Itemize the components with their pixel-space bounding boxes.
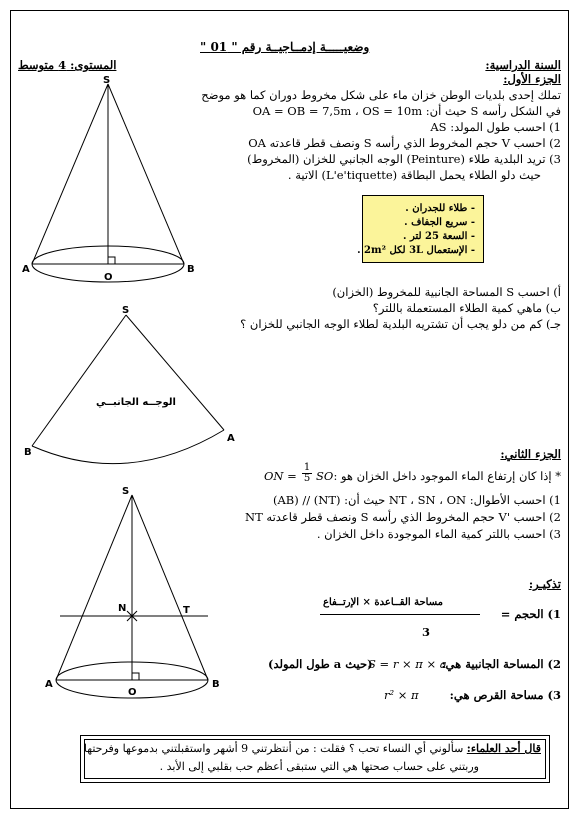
- part2-question1: 1) احسب الأطوال: NT ، SN ، ON حيث أن: (NT) // (AB): [272, 493, 561, 507]
- sector-edge-left: [32, 315, 126, 446]
- lateral-area-label: 2) المساحة الجانبية هي:: [441, 657, 561, 671]
- part1-heading: الجزء الأول:: [503, 72, 561, 86]
- lateral-area-note: (حيث a طول المولد): [268, 657, 373, 671]
- part1-sub-b: ب) ماهي كمية الطلاء المستعملة باللتر؟: [372, 301, 561, 315]
- page-title: وضعيـــــة إدمــاجيــة رقم " 01 ": [200, 40, 370, 54]
- cone1-right-angle: [108, 257, 115, 264]
- school-year-label: السنة الدراسية:: [485, 58, 561, 72]
- lateral-face-figure: [32, 315, 224, 464]
- cone-figure-2: [56, 495, 208, 698]
- part1-sub-c: جـ) كم من دلو يجب أن تشتريه البلدية لطلاء الوجه الجانبي للخزان ؟: [240, 317, 561, 331]
- cone-figure-1: [32, 84, 184, 282]
- part1-question1: 1) احسب طول المولد: AS: [430, 120, 561, 134]
- part2-question3: 3) احسب باللتر كمية الماء الموجودة داخل الخزان .: [316, 527, 561, 541]
- quote-text1: سألوني أي النساء تحب ؟ فقلت : من أنتظرتني 9 أشهر واستقبلتني بدموعها وفرحتها: [83, 742, 464, 755]
- height-formula-lhs: ON =: [264, 469, 297, 483]
- volume-formula-label: 1) الحجم =: [500, 607, 561, 621]
- part2-heading: الجزء الثاني:: [500, 447, 561, 461]
- part1-intro-line1: تملك إحدى بلديات الوطن خزان ماء على شكل مخروط دوران كما هو موضح: [201, 88, 561, 102]
- volume-formula-numerator: مساحة القــاعدة × الإرتــفاع: [323, 597, 443, 608]
- cone2-generatrix-right: [132, 495, 208, 680]
- lateral-face-label: الوجــه الجانبــي: [96, 397, 176, 408]
- paint-label-line: - سريع الجفاف .: [404, 217, 475, 228]
- volume-formula-denominator: 3: [422, 625, 431, 639]
- cone2-right-angle: [132, 673, 139, 680]
- disk-area-label: 3) مساحة القرص هي:: [449, 688, 561, 702]
- reminder-heading: تذكيـر:: [528, 577, 561, 591]
- cone1-point-a-label: A: [22, 264, 30, 275]
- sector-point-b-label: B: [24, 447, 32, 458]
- paint-label-line: - الإستعمال 3L لكل 2m² .: [357, 245, 475, 256]
- quote-line2: وربتني على حساب صحتها هي التي ستبقى أعظم حب بقلبي إلى الأبد .: [159, 760, 479, 773]
- disk-area-formula: r² × π: [384, 688, 419, 702]
- cone2-apex-label: S: [122, 486, 130, 497]
- cone1-point-b-label: B: [187, 264, 195, 275]
- sector-edge-right: [126, 315, 224, 430]
- sector-point-a-label: A: [227, 433, 235, 444]
- cone2-point-n-label: N: [118, 603, 127, 614]
- level-label: المستوى: 4 متوسط: [18, 58, 117, 72]
- height-formula-denominator: 5: [303, 473, 311, 484]
- cone1-center-label: O: [104, 272, 113, 283]
- cone1-apex-label: S: [103, 75, 111, 86]
- part1-question2: 2) احسب V حجم المخروط الذي رأسه S ونصف قطر قاعدته OA: [248, 136, 561, 150]
- cone1-generatrix-left: [32, 84, 108, 264]
- part2-intro: * إذا كان إرتفاع الماء الموجود داخل الخزان هو :: [333, 469, 561, 483]
- quote-lead: قال أحد العلماء:: [466, 742, 541, 755]
- paint-label-line: - السعة 25 لتر .: [403, 231, 475, 242]
- part1-intro-line2: في الشكل رأسه S حيث أن: OA = OB = 7,5m ، OS = 10m: [252, 104, 561, 118]
- part1-question3-cont: حيث دلو الطلاء يحمل البطاقة (L'e'tiquette) الاتية .: [287, 168, 541, 182]
- paint-label-line: - طلاء للجدران .: [405, 203, 475, 214]
- cone2-generatrix-left: [56, 495, 132, 680]
- part2-question2: 2) احسب 'V حجم المخروط الذي رأسه S ونصف قطر قاعدته NT: [245, 510, 561, 524]
- cone2-point-t-label: T: [183, 605, 190, 616]
- sector-apex-label: S: [122, 305, 130, 316]
- sector-arc: [32, 430, 224, 464]
- lateral-area-formula: S = r × π × a: [368, 657, 447, 671]
- height-formula-numerator: 1: [303, 462, 311, 473]
- cone2-center-label: O: [128, 687, 137, 698]
- height-formula-rhs: SO: [316, 469, 334, 483]
- part1-question3: 3) تريد البلدية طلاء (Peinture) الوجه الجانبي للخزان (المخروط): [247, 152, 561, 166]
- cone1-generatrix-right: [108, 84, 184, 264]
- cone2-point-b-label: B: [212, 679, 220, 690]
- part1-sub-a: أ) احسب S المساحة الجانبية للمخروط (الخزان): [332, 285, 561, 299]
- cone2-point-a-label: A: [45, 679, 53, 690]
